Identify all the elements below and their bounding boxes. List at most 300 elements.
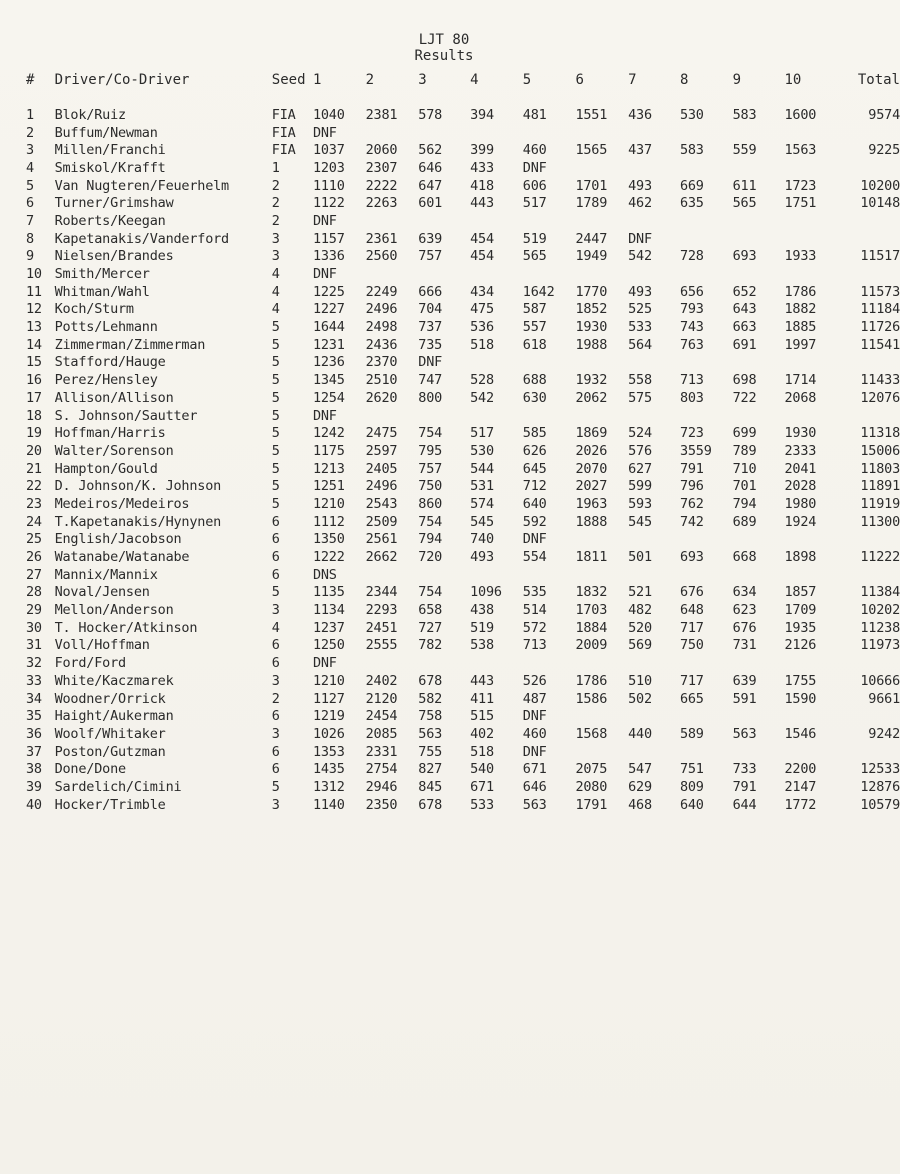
table-row — [26, 778, 900, 796]
stage-6-cell: 2070 — [575, 460, 608, 477]
stage-8-cell — [680, 124, 733, 142]
table-row — [26, 531, 900, 549]
stage-7-cell: 593 — [628, 495, 652, 512]
seed-cell: 5 — [271, 495, 280, 512]
driver-codriver-cell: Voll/Hoffman — [54, 637, 150, 654]
stage-5-cell: 519 — [522, 230, 547, 247]
table-row — [26, 477, 900, 495]
table-row — [26, 407, 900, 425]
stage-4-cell: 454 — [470, 248, 494, 265]
stage-9-cell: 639 — [732, 672, 757, 689]
results-table — [26, 66, 900, 814]
seed-cell: 5 — [271, 372, 280, 389]
stage-3-cell: 582 — [418, 690, 443, 707]
stage-3-cell: 704 — [418, 301, 443, 318]
stage-8-cell: 742 — [679, 513, 704, 530]
table-row — [26, 194, 900, 212]
stage-9-cell: 611 — [732, 177, 757, 194]
stage-7-cell: 468 — [628, 796, 652, 813]
stage-1-cell: 1236 — [312, 354, 345, 371]
stage-5-cell: 572 — [522, 619, 547, 636]
total-cell — [842, 531, 900, 549]
stage-3-cell: 658 — [418, 602, 443, 619]
table-row — [26, 301, 900, 319]
stage-3-cell: 782 — [418, 637, 443, 654]
document-title — [404, 32, 484, 64]
stage-4-cell: 528 — [470, 372, 494, 389]
stage-6-cell — [575, 124, 628, 142]
stage-6-cell: 1988 — [575, 336, 608, 353]
stage-9-cell: 591 — [732, 690, 757, 707]
stage-10-cell: 1751 — [784, 195, 817, 212]
table-row — [26, 371, 900, 389]
stage-4-cell: 536 — [470, 319, 494, 336]
seed-cell: 5 — [271, 778, 280, 795]
stage-6-cell: 2075 — [575, 761, 608, 778]
stage-10-cell: 2200 — [784, 761, 817, 778]
table-row — [26, 442, 900, 460]
seed-cell: 5 — [271, 460, 280, 477]
entry-number-cell: 14 — [26, 336, 42, 353]
stage-7-cell: 627 — [628, 460, 652, 477]
entry-number-cell: 34 — [26, 690, 42, 707]
table-row — [26, 796, 900, 814]
stage-4-cell: 515 — [470, 708, 494, 725]
table-row — [26, 743, 900, 761]
stage-5-cell: DNF — [522, 708, 547, 725]
total-cell — [842, 407, 900, 425]
stage-3-cell: 750 — [418, 478, 443, 495]
total-cell — [842, 159, 900, 177]
stage-5-cell: 526 — [522, 672, 547, 689]
stage-7-cell: 569 — [628, 637, 652, 654]
entry-number-cell: 6 — [26, 195, 34, 212]
stage-7-cell: 575 — [628, 389, 652, 406]
total-cell: 11517 — [860, 248, 900, 265]
table-row — [26, 548, 900, 566]
total-cell: 10148 — [860, 195, 900, 212]
total-cell: 11238 — [860, 619, 900, 636]
stage-6-cell: 1586 — [575, 690, 608, 707]
stage-10-cell: 1590 — [784, 690, 817, 707]
stage-1-cell: 1242 — [312, 425, 345, 442]
stage-1-cell: 1350 — [312, 531, 345, 548]
stage-4-cell: 533 — [470, 796, 494, 813]
total-cell — [842, 566, 900, 584]
stage-5-cell: 460 — [522, 725, 547, 742]
stage-9-cell — [733, 212, 785, 230]
stage-3-cell: 800 — [418, 389, 443, 406]
seed-cell: 2 — [271, 212, 280, 229]
stage-7-cell — [628, 531, 680, 549]
stage-1-cell: 1135 — [312, 584, 345, 601]
stage-8-cell: 743 — [679, 319, 704, 336]
header-stage-10: 10 — [784, 72, 802, 88]
stage-1-cell: 1157 — [312, 230, 345, 247]
stage-1-cell: 1225 — [312, 283, 345, 300]
stage-1-cell: 1251 — [312, 478, 345, 495]
table-row — [26, 230, 900, 248]
stage-8-cell: 793 — [679, 301, 704, 318]
stage-6-cell: 2062 — [575, 389, 608, 406]
stage-1-cell: 1127 — [312, 690, 345, 707]
table-row — [26, 265, 900, 283]
stage-8-cell — [680, 354, 733, 372]
stage-10-cell: 2028 — [784, 478, 817, 495]
total-cell: 9242 — [868, 725, 900, 742]
stage-10-cell: 1882 — [784, 301, 817, 318]
stage-7-cell — [628, 159, 680, 177]
stage-6-cell: 1568 — [575, 725, 608, 742]
stage-6-cell: 1786 — [575, 672, 608, 689]
stage-8-cell: 796 — [679, 478, 704, 495]
stage-7-cell: 533 — [628, 319, 652, 336]
stage-2-cell: 2293 — [365, 602, 398, 619]
table-row — [26, 248, 900, 266]
stage-9-cell — [733, 354, 785, 372]
stage-5-cell: 713 — [522, 637, 547, 654]
stage-8-cell: 583 — [679, 142, 704, 159]
driver-codriver-cell: Smith/Mercer — [54, 266, 150, 283]
total-cell — [842, 743, 900, 761]
stage-6-cell: 2026 — [575, 442, 608, 459]
stage-9-cell: 644 — [732, 796, 757, 813]
stage-1-cell: 1110 — [312, 177, 345, 194]
stage-2-cell — [366, 407, 419, 425]
stage-6-cell: 1791 — [575, 796, 608, 813]
stage-3-cell: 578 — [418, 106, 443, 123]
stage-10-cell: 2333 — [784, 442, 817, 459]
driver-codriver-cell: Poston/Gutzman — [54, 743, 166, 760]
header-number: # — [26, 72, 35, 88]
stage-10-cell — [784, 566, 841, 584]
stage-2-cell: 2436 — [365, 336, 398, 353]
driver-codriver-cell: D. Johnson/K. Johnson — [54, 478, 222, 495]
stage-4-cell: 411 — [470, 690, 494, 707]
stage-4-cell: 518 — [470, 743, 494, 760]
driver-codriver-cell: Turner/Grimshaw — [54, 195, 174, 212]
stage-5-cell: 1642 — [522, 283, 555, 300]
stage-4-cell: 399 — [470, 142, 494, 159]
stage-7-cell: 501 — [628, 549, 652, 566]
header-stage-9: 9 — [732, 72, 742, 88]
stage-10-cell — [784, 265, 841, 283]
entry-number-cell: 16 — [26, 372, 42, 389]
stage-2-cell: 2498 — [365, 319, 398, 336]
stage-8-cell: 656 — [679, 283, 704, 300]
stage-3-cell: 678 — [418, 796, 443, 813]
stage-9-cell: 733 — [732, 761, 757, 778]
stage-5-cell: 565 — [522, 248, 547, 265]
stage-8-cell: 762 — [679, 495, 704, 512]
stage-4-cell: 1096 — [470, 584, 502, 601]
stage-3-cell: 827 — [418, 761, 443, 778]
stage-9-cell — [733, 124, 785, 142]
stage-9-cell — [733, 531, 785, 549]
stage-10-cell — [784, 531, 841, 549]
stage-3-cell: 757 — [418, 460, 443, 477]
stage-7-cell: 502 — [628, 690, 652, 707]
entry-number-cell: 24 — [26, 513, 42, 530]
stage-2-cell: 2249 — [365, 283, 398, 300]
stage-10-cell: 1786 — [784, 283, 817, 300]
driver-codriver-cell: Woodner/Orrick — [54, 690, 166, 707]
stage-9-cell: 563 — [732, 725, 757, 742]
stage-2-cell: 2543 — [365, 495, 398, 512]
total-cell: 10200 — [860, 177, 900, 194]
stage-8-cell — [680, 212, 733, 230]
stage-10-cell: 1885 — [784, 319, 817, 336]
stage-10-cell: 1997 — [784, 336, 817, 353]
stage-10-cell: 2147 — [784, 778, 817, 795]
stage-4-cell: 740 — [470, 531, 494, 548]
seed-cell: 4 — [271, 301, 280, 318]
stage-9-cell — [733, 230, 785, 248]
stage-2-cell: 2597 — [365, 442, 398, 459]
seed-cell: 3 — [271, 230, 280, 247]
header-stage-7: 7 — [628, 72, 637, 88]
stage-9-cell: 693 — [732, 248, 757, 265]
table-row — [26, 654, 900, 672]
seed-cell: 5 — [271, 442, 280, 459]
table-row — [26, 566, 900, 584]
seed-cell: 1 — [271, 159, 280, 176]
stage-10-cell: 1546 — [784, 725, 817, 742]
entry-number-cell: 5 — [26, 177, 34, 194]
stage-8-cell: 717 — [679, 672, 704, 689]
stage-5-cell: 606 — [522, 177, 547, 194]
seed-cell: 2 — [271, 177, 280, 194]
table-row — [26, 336, 900, 354]
stage-4-cell: 671 — [470, 778, 494, 795]
stage-1-cell: 1254 — [312, 389, 345, 406]
stage-4-cell: 519 — [470, 619, 494, 636]
stage-6-cell: 2009 — [575, 637, 608, 654]
table-row — [26, 424, 900, 442]
stage-8-cell: 723 — [679, 425, 704, 442]
stage-5-cell: 460 — [522, 142, 547, 159]
stage-6-cell: 1789 — [575, 195, 608, 212]
driver-codriver-cell: English/Jacobson — [54, 531, 182, 548]
stage-4-cell: 544 — [470, 460, 494, 477]
stage-1-cell: DNF — [312, 212, 337, 229]
stage-9-cell: 731 — [732, 637, 757, 654]
header-seed: Seed — [271, 72, 306, 88]
stage-2-cell: 2561 — [365, 531, 398, 548]
stage-10-cell: 1755 — [784, 672, 817, 689]
total-cell: 11384 — [860, 584, 900, 601]
seed-cell: 2 — [271, 690, 280, 707]
seed-cell: FIA — [271, 124, 296, 141]
stage-2-cell: 2331 — [365, 743, 398, 760]
entry-number-cell: 39 — [26, 778, 42, 795]
stage-7-cell: 564 — [628, 336, 652, 353]
seed-cell: 5 — [271, 336, 280, 353]
stage-8-cell — [680, 654, 733, 672]
stage-3-cell — [418, 654, 470, 672]
stage-2-cell — [366, 265, 419, 283]
stage-2-cell: 2496 — [365, 301, 398, 318]
stage-2-cell: 2560 — [365, 248, 398, 265]
total-cell: 11433 — [860, 372, 900, 389]
entry-number-cell: 29 — [26, 602, 42, 619]
driver-codriver-cell: Nielsen/Brandes — [54, 248, 174, 265]
table-row — [26, 318, 900, 336]
driver-codriver-cell: T. Hocker/Atkinson — [54, 619, 198, 636]
stage-7-cell — [628, 124, 680, 142]
stage-10-cell: 1857 — [784, 584, 817, 601]
driver-codriver-cell: Kapetanakis/Vanderford — [54, 230, 229, 247]
stage-3-cell: 678 — [418, 672, 443, 689]
seed-cell: 6 — [271, 655, 280, 672]
stage-8-cell — [680, 707, 733, 725]
stage-8-cell: 803 — [679, 389, 704, 406]
stage-4-cell: 402 — [470, 725, 494, 742]
stage-3-cell: 754 — [418, 584, 443, 601]
stage-2-cell: 2454 — [365, 708, 398, 725]
total-cell: 11573 — [860, 283, 900, 300]
stage-9-cell: 791 — [732, 778, 757, 795]
stage-3-cell: 563 — [418, 725, 443, 742]
stage-1-cell: 1237 — [312, 619, 345, 636]
table-row — [26, 389, 900, 407]
stage-10-cell: 2068 — [784, 389, 817, 406]
stage-5-cell — [523, 654, 576, 672]
stage-6-cell: 2027 — [575, 478, 608, 495]
stage-1-cell: DNS — [312, 566, 337, 583]
stage-1-cell: 1353 — [312, 743, 345, 760]
stage-6-cell: 1565 — [575, 142, 608, 159]
stage-4-cell: 475 — [470, 301, 494, 318]
seed-cell: 4 — [271, 266, 280, 283]
stage-9-cell — [733, 743, 785, 761]
stage-7-cell: 482 — [628, 602, 652, 619]
stage-7-cell: 576 — [628, 442, 652, 459]
table-row — [26, 124, 900, 142]
stage-4-cell: 542 — [470, 389, 494, 406]
driver-codriver-cell: Mellon/Anderson — [54, 602, 174, 619]
entry-number-cell: 37 — [26, 743, 42, 760]
stage-1-cell: DNF — [312, 655, 337, 672]
entry-number-cell: 27 — [26, 566, 42, 583]
driver-codriver-cell: Hocker/Trimble — [54, 796, 166, 813]
stage-1-cell: 1037 — [312, 142, 345, 159]
driver-codriver-cell: Ford/Ford — [54, 655, 126, 672]
stage-4-cell: 438 — [470, 602, 494, 619]
seed-cell: 2 — [271, 195, 280, 212]
stage-10-cell — [784, 159, 841, 177]
stage-1-cell: 1040 — [312, 106, 345, 123]
stage-9-cell: 698 — [732, 372, 757, 389]
stage-10-cell: 1898 — [784, 549, 817, 566]
stage-5-cell: DNF — [522, 531, 547, 548]
entry-number-cell: 7 — [26, 212, 34, 229]
stage-2-cell: 2946 — [365, 778, 398, 795]
stage-8-cell: 589 — [679, 725, 704, 742]
stage-2-cell: 2344 — [365, 584, 398, 601]
stage-5-cell — [523, 566, 576, 584]
total-cell: 11891 — [860, 478, 900, 495]
stage-7-cell: DNF — [628, 230, 652, 247]
stage-5-cell — [523, 212, 576, 230]
stage-10-cell — [784, 654, 841, 672]
seed-cell: 5 — [271, 407, 280, 424]
stage-7-cell: 524 — [628, 425, 652, 442]
stage-7-cell — [628, 212, 680, 230]
stage-7-cell: 547 — [628, 761, 652, 778]
stage-5-cell: 630 — [522, 389, 547, 406]
stage-2-cell: 2370 — [365, 354, 398, 371]
stage-3-cell: 646 — [418, 159, 443, 176]
entry-number-cell: 36 — [26, 725, 42, 742]
driver-codriver-cell: Noval/Jensen — [54, 584, 150, 601]
seed-cell: 5 — [271, 478, 280, 495]
table-row — [26, 601, 900, 619]
stage-9-cell: 710 — [732, 460, 757, 477]
results-body — [26, 106, 900, 814]
stage-3-cell: 754 — [418, 425, 443, 442]
driver-codriver-cell: Medeiros/Medeiros — [54, 495, 190, 512]
driver-codriver-cell: Done/Done — [54, 761, 126, 778]
total-cell: 9661 — [868, 690, 900, 707]
seed-cell: 3 — [271, 248, 280, 265]
stage-1-cell: DNF — [312, 407, 337, 424]
stage-6-cell — [575, 212, 628, 230]
stage-3-cell: DNF — [418, 354, 443, 371]
table-row — [26, 707, 900, 725]
stage-4-cell — [470, 265, 523, 283]
stage-7-cell — [628, 566, 680, 584]
stage-1-cell: 1644 — [312, 319, 345, 336]
entry-number-cell: 3 — [26, 142, 34, 159]
stage-9-cell — [733, 407, 785, 425]
stage-3-cell: 647 — [418, 177, 443, 194]
stage-3-cell: 795 — [418, 442, 443, 459]
stage-5-cell: 592 — [522, 513, 547, 530]
stage-6-cell — [575, 159, 628, 177]
stage-4-cell — [470, 124, 523, 142]
stage-6-cell: 1811 — [575, 549, 608, 566]
stage-3-cell — [418, 212, 470, 230]
stage-1-cell: 1222 — [312, 549, 345, 566]
stage-10-cell — [784, 407, 841, 425]
driver-codriver-cell: T.Kapetanakis/Hynynen — [54, 513, 222, 530]
stage-1-cell: 1250 — [312, 637, 345, 654]
driver-codriver-cell: S. Johnson/Sautter — [54, 407, 198, 424]
stage-4-cell: 394 — [470, 106, 494, 123]
table-row — [26, 106, 900, 124]
seed-cell: 4 — [271, 619, 280, 636]
stage-3-cell: 727 — [418, 619, 443, 636]
stage-9-cell: 565 — [732, 195, 757, 212]
stage-8-cell: 791 — [679, 460, 704, 477]
table-row — [26, 460, 900, 478]
stage-1-cell: 1219 — [312, 708, 345, 725]
stage-6-cell: 1932 — [575, 372, 608, 389]
stage-9-cell — [733, 159, 785, 177]
total-cell: 11919 — [860, 495, 900, 512]
stage-5-cell: 557 — [522, 319, 547, 336]
driver-codriver-cell: Van Nugteren/Feuerhelm — [54, 177, 229, 194]
seed-cell: FIA — [271, 142, 296, 159]
stage-6-cell — [575, 654, 628, 672]
stage-2-cell: 2555 — [365, 637, 398, 654]
driver-codriver-cell: White/Kaczmarek — [54, 672, 174, 689]
driver-codriver-cell: Mannix/Mannix — [54, 566, 158, 583]
stage-2-cell: 2402 — [365, 672, 398, 689]
stage-10-cell: 1772 — [784, 796, 817, 813]
stage-5-cell: 712 — [522, 478, 547, 495]
